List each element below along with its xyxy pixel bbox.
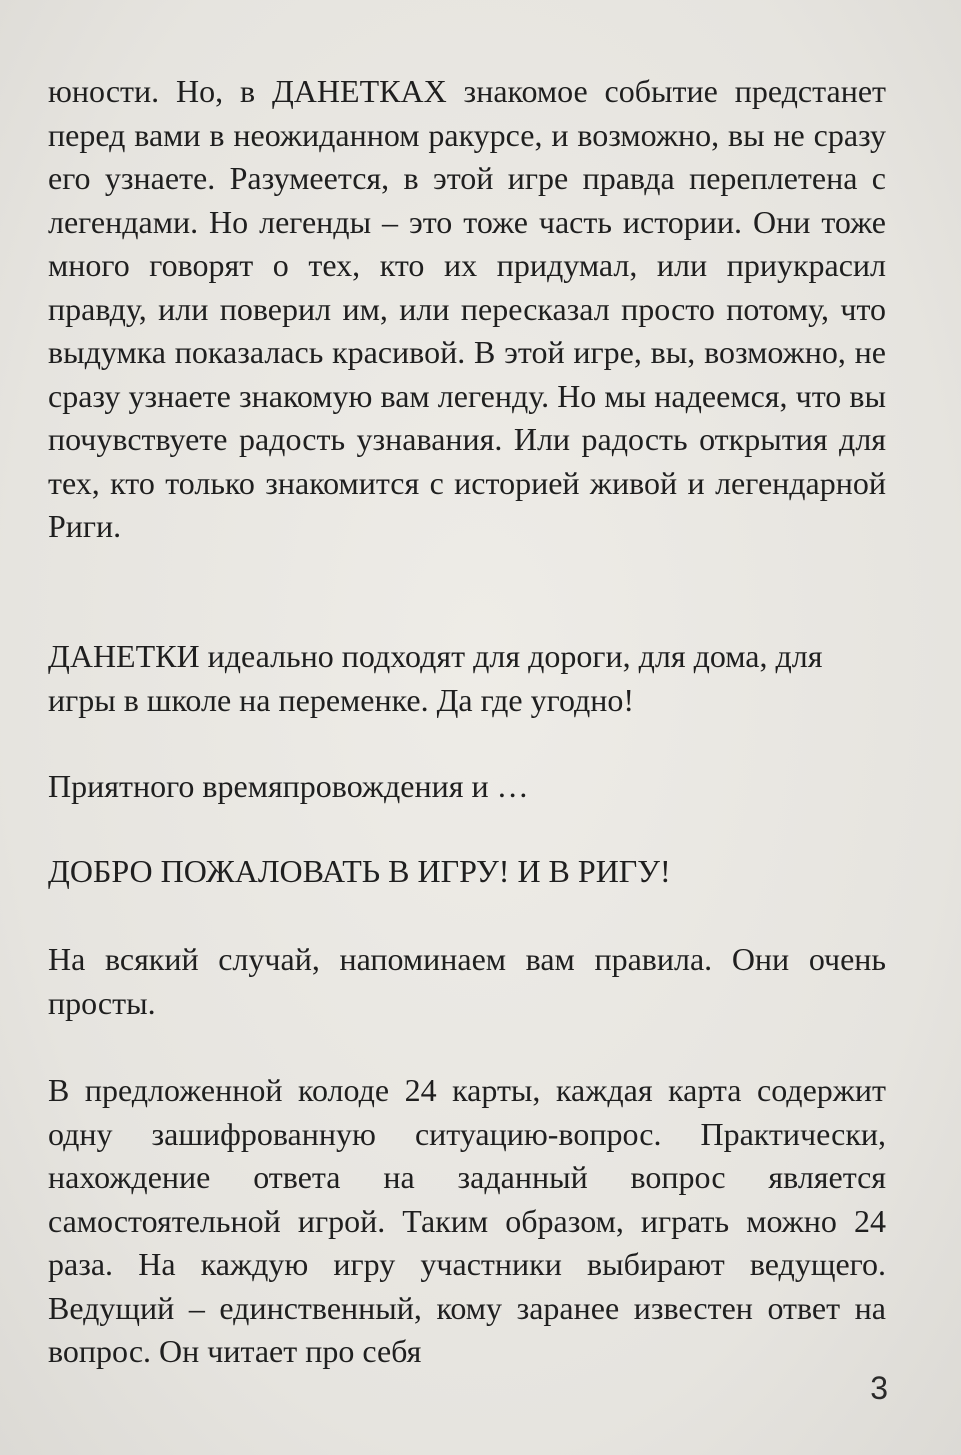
page-number: 3: [870, 1370, 888, 1406]
paragraph-intro: юности. Но, в ДАНЕТКАХ знакомое событие предстанет перед вами в неожиданном ракурсе, и возможно, вы не сразу его узнаете. Разумеется, в этой игре правда переплетена с легендами. Но легенды – это тоже часть истории. Они тоже много говорят о тех, кто их придумал, или приукрасил правду, или поверил им, или пересказал просто потому, что выдумка показалась красивой. В этой игре, вы, возможно, не сразу узнаете знакомую вам легенду. Но мы надеемся, что вы почувствуете радость узнавания. Или радость открытия для тех, кто только знакомится с историей живой и легендарной Риги.: [48, 73, 886, 544]
paragraph-greeting: Приятного времяпровождения и …: [48, 768, 529, 804]
paragraph-rules-intro: На всякий случай, напоминаем вам правила. Они очень просты.: [48, 941, 886, 1021]
paragraph-welcome-heading: ДОБРО ПОЖАЛОВАТЬ В ИГРУ! И В РИГУ!: [48, 853, 671, 889]
paragraph-rules: В предложенной колоде 24 карты, каждая карта содержит одну зашифрованную ситуацию-вопрос. Практически, нахождение ответа на заданный вопрос является самостоятельной игрой. Таким образом, играть можно 24 раза. На каждую игру участники выбирают ведущего. Ведущий – единственный, кому заранее известен ответ на вопрос. Он читает про себя: [48, 1072, 886, 1369]
paragraph-usage: ДАНЕТКИ идеально подходят для дороги, для дома, для игры в школе на переменке. Да где угодно!: [48, 638, 823, 718]
